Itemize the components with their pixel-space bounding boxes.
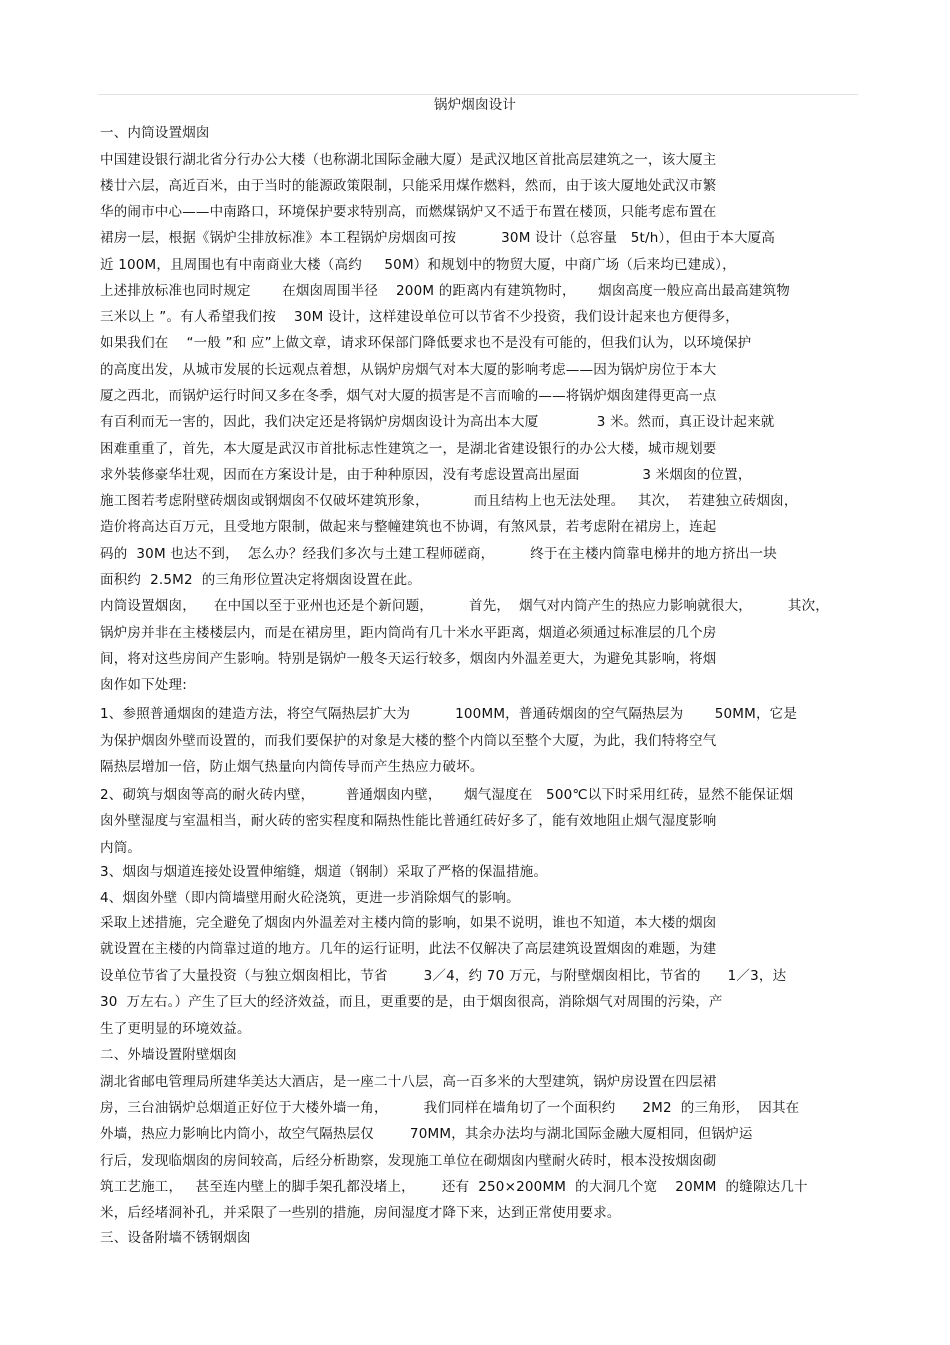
section-heading: 三、设备附墙不锈钢烟囱 xyxy=(100,1230,251,1246)
paragraph-line: 行后，发现临烟囱的房间较高，后经分析勘察，发现施工单位在砌烟囱内壁耐火砖时，根本没按烟囱砌 xyxy=(100,1153,717,1169)
paragraph-line: 囱外壁湿度与室温相当，耐火砖的密实程度和隔热性能比普通红砖好多了，能有效地阻止烟气湿度影响 xyxy=(100,813,717,829)
section-heading: 二、外墙设置附壁烟囱 xyxy=(100,1047,237,1063)
list-item: 2、砌筑与烟囱等高的耐火砖内壁， 普通烟囱内壁， 烟气湿度在 500℃以下时采用红砖，显然不能保证烟 xyxy=(100,787,794,803)
paragraph-line: 求外装修豪华壮观，因而在方案设计是，由于种种原因，没有考虑设置高出屋面 3 米烟囱的位置， xyxy=(100,467,752,483)
paragraph-line: 间，将对这些房间产生影响。特别是锅炉一般冬天运行较多，烟囱内外温差更大，为避免其影响，将烟 xyxy=(100,651,717,667)
paragraph-line: 隔热层增加一倍，防止烟气热量向内筒传导而产生热应力破坏。 xyxy=(100,759,484,775)
paragraph-line: 湖北省邮电管理局所建华美达大酒店，是一座二十八层，高一百多米的大型建筑，锅炉房设置在四层裙 xyxy=(100,1074,717,1090)
paragraph-line: 为保护烟囱外壁而设置的，而我们要保护的对象是大楼的整个内筒以至整个大厦，为此，我们特将空气 xyxy=(100,733,717,749)
paragraph-line: 造价将高达百万元，且受地方限制，做起来与整幢建筑也不协调，有煞风景，若考虑附在裙房上，连起 xyxy=(100,519,717,535)
paragraph-line: 30 万左右。）产生了巨大的经济效益，而且，更重要的是，由于烟囱很高，消除烟气对周围的污染，产 xyxy=(100,994,723,1010)
paragraph-line: 裙房一层，根据《锅炉尘排放标准》本工程锅炉房烟囱可按 30M 设计（总容量 5t/h），但由于本大厦高 xyxy=(100,230,776,246)
paragraph-line: 米，后经堵洞补孔，并采限了一些别的措施，房间湿度才降下来，达到正常使用要求。 xyxy=(100,1205,621,1221)
paragraph-line: 三米以上 ”。有人希望我们按 30M 设计，这样建设单位可以节省不少投资，我们设计起来也方便得多， xyxy=(100,309,739,325)
paragraph-line: 困难重重了，首先，本大厦是武汉市首批标志性建筑之一，是湖北省建设银行的办公大楼，城市规划要 xyxy=(100,441,717,457)
paragraph-line: 的高度出发，从城市发展的长远观点着想，从锅炉房烟气对本大厦的影响考虑——因为锅炉房位于本大 xyxy=(100,362,717,378)
paragraph-line: 囱作如下处理: xyxy=(100,677,187,693)
list-item: 4、烟囱外壁（即内筒墙壁用耐火砼浇筑，更进一步消除烟气的影响。 xyxy=(100,890,520,906)
document-title: 锅炉烟囱设计 xyxy=(433,97,517,113)
paragraph-line: 施工图若考虑附壁砖烟囱或钢烟囱不仅破坏建筑形象， 而且结构上也无法处理。 其次， 若建独立砖烟囱， xyxy=(100,493,798,509)
paragraph-line: 有百利而无一害的，因此，我们决定还是将锅炉房烟囱设计为高出本大厦 3 米。然而，真正设计起来就 xyxy=(100,414,775,430)
paragraph-line: 码的 30M 也达不到， 怎么办？经我们多次与土建工程师磋商， 终于在主楼内筒靠电梯井的地方挤出一块 xyxy=(100,546,777,562)
list-item: 1、参照普通烟囱的建造方法，将空气隔热层扩大为 100MM，普通砖烟囱的空气隔热层为 50MM，它是 xyxy=(100,706,798,722)
paragraph-line: 筑工艺施工， 甚至连内壁上的脚手架孔都没堵上， 还有 250×200MM 的大洞几个宽 20MM 的缝隙达几十 xyxy=(100,1179,808,1195)
paragraph-line: 外墙，热应力影响比内筒小，故空气隔热层仅 70MM，其余办法均与湖北国际金融大厦相同，但锅炉运 xyxy=(100,1126,753,1142)
paragraph-line: 内筒。 xyxy=(100,840,142,856)
paragraph-line: 近 100M，且周围也有中南商业大楼（高约 50M）和规划中的物贸大厦，中商广场（后来均已建成）， xyxy=(100,257,736,273)
paragraph-line: 中国建设银行湖北省分行办公大楼（也称湖北国际金融大厦）是武汉地区首批高层建筑之一，该大厦主 xyxy=(100,152,717,168)
paragraph-line: 生了更明显的环境效益。 xyxy=(100,1021,251,1037)
paragraph-line: 设单位节省了大量投资（与独立烟囱相比，节省 3／4，约 70 万元，与附壁烟囱相比，节省的 1／3，达 xyxy=(100,968,787,984)
paragraph-line: 华的闹市中心——中南路口，环境保护要求特别高，而燃煤锅炉又不适于布置在楼顶，只能考虑布置在 xyxy=(100,204,717,220)
list-item: 3、烟囱与烟道连接处设置伸缩缝，烟道（钢制）采取了严格的保温措施。 xyxy=(100,864,548,880)
paragraph-line: 内筒设置烟囱， 在中国以至于亚州也还是个新问题， 首先， 烟气对内筒产生的热应力影响就很大， 其次， xyxy=(100,598,830,614)
paragraph-line: 锅炉房并非在主楼楼层内，而是在裙房里，距内筒尚有几十米水平距离，烟道必须通过标准层的几个房 xyxy=(100,625,717,641)
paragraph-line: 房，三台油锅炉总烟道正好位于大楼外墙一角， 我们同样在墙角切了一个面积约 2M2 的三角形， 因其在 xyxy=(100,1100,800,1116)
paragraph-line: 上述排放标准也同时规定 在烟囱周围半径 200M 的距离内有建筑物时， 烟囱高度一般应高出最高建筑物 xyxy=(100,283,790,299)
paragraph-line: 如果我们在 “一般 ”和 应”上做文章，请求环保部门降低要求也不是没有可能的，但我们认为，以环境保护 xyxy=(100,335,752,351)
paragraph-line: 厦之西北，而锅炉运行时间又多在冬季，烟气对大厦的损害是不言而喻的——将锅炉烟囱建得更高一点 xyxy=(100,388,717,404)
section-heading: 一、内筒设置烟囱 xyxy=(100,125,210,141)
paragraph-line: 楼廿六层，高近百米，由于当时的能源政策限制，只能采用煤作燃料，然而，由于该大厦地处武汉市繁 xyxy=(100,178,717,194)
paragraph-line: 就设置在主楼的内筒靠过道的地方。几年的运行证明，此法不仅解决了高层建筑设置烟囱的难题，为建 xyxy=(100,941,717,957)
paragraph-line: 采取上述措施，完全避免了烟囱内外温差对主楼内筒的影响，如果不说明，谁也不知道，本大楼的烟囱 xyxy=(100,915,717,931)
paragraph-line: 面积约 2.5M2 的三角形位置决定将烟囱设置在此。 xyxy=(100,572,421,588)
